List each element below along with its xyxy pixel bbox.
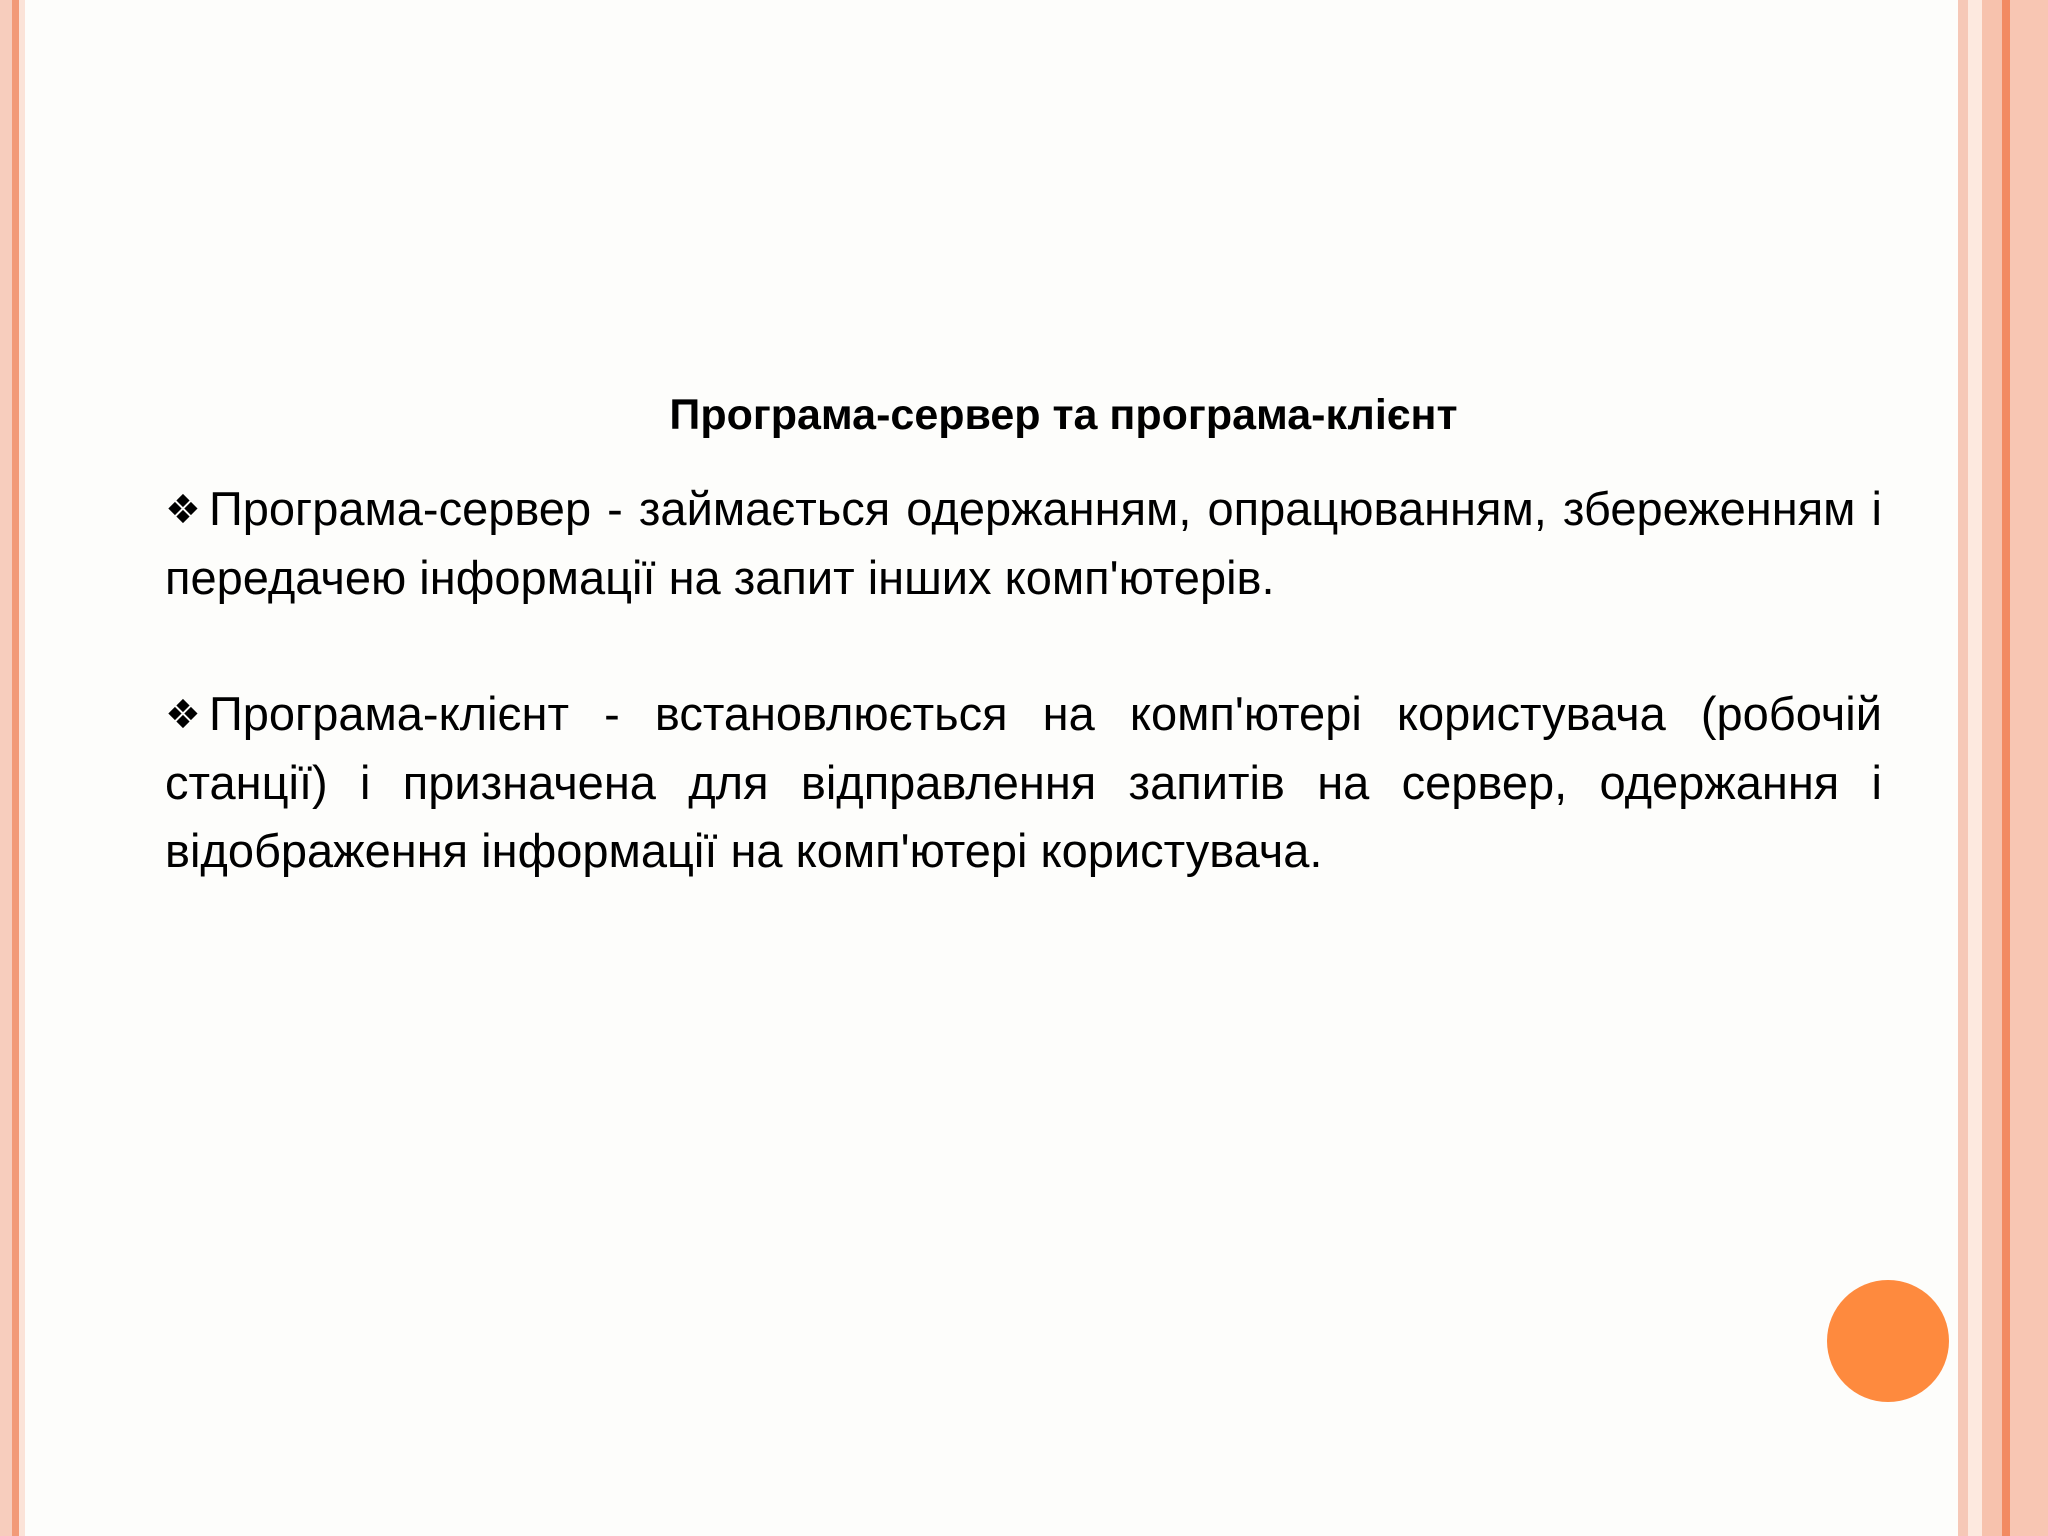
- four-diamond-bullet-icon: ❖: [165, 693, 201, 737]
- bullet-item-client: [165, 680, 1882, 885]
- left-border-stripe: [19, 0, 25, 1536]
- right-border-stripe: [1958, 0, 1968, 1536]
- bullet-text: Програма-сервер - займається одержанням, опрацюванням, збереженням і передачею інформації на запит інших комп'ютерів.: [165, 482, 1882, 604]
- bullet-text: Програма-клієнт - встановлюється на комп'ютері користувача (робочій станції) і призначена для відправлення запитів на сервер, одержання і відображення інформації на комп'ютері користувача.: [165, 687, 1882, 877]
- right-border-stripe: [1982, 0, 2002, 1536]
- right-border-stripe: [1968, 0, 1982, 1536]
- slide-content: [165, 385, 1882, 953]
- left-border-stripe: [0, 0, 12, 1536]
- left-border-stripe: [12, 0, 19, 1536]
- four-diamond-bullet-icon: ❖: [165, 488, 201, 532]
- right-border-stripe: [2002, 0, 2010, 1536]
- slide-title: Програма-сервер та програма-клієнт: [669, 391, 1458, 439]
- accent-circle: [1827, 1280, 1949, 1402]
- bullet-item-server: [165, 475, 1882, 612]
- right-border-stripe: [2010, 0, 2048, 1536]
